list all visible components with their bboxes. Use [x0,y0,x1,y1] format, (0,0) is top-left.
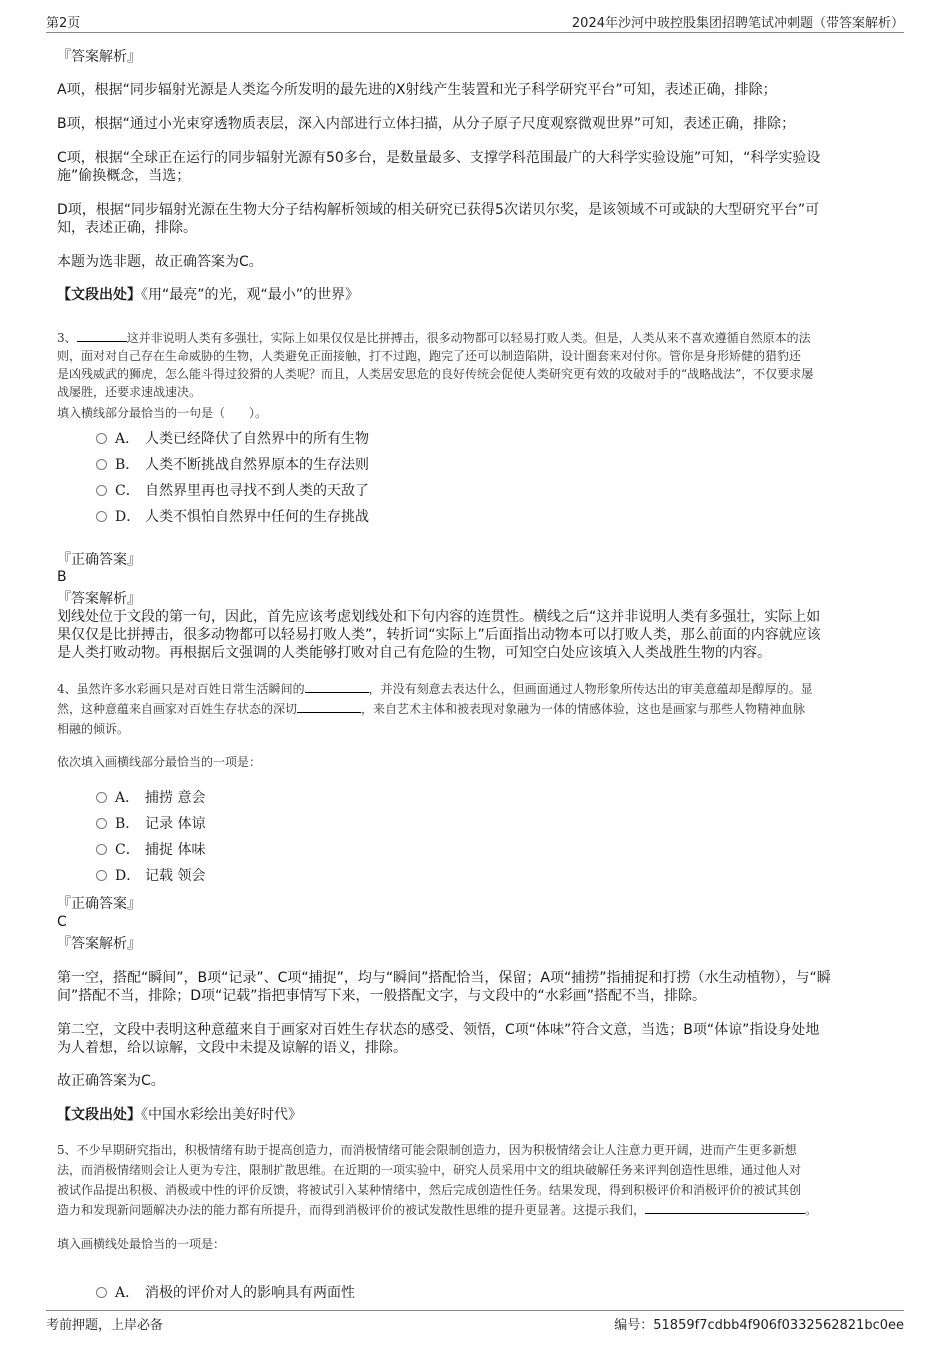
page-footer [46,1314,904,1332]
q4-stem-line1: 4、虽然许多水彩画只是对百姓日常生活瞬间的 ，并没有刻意去表达什么，但画面通过人物形象所传达出的审美意蕴却是醇厚的。显 [57,682,813,696]
q2-analysis-a: A项，根据“同步辐射光源是人类迄今所发明的最先进的X射线产生装置和光子科学研究平台”可知，表述正确，排除； [57,82,777,98]
q5-stem-line2: 法，而消极情绪则会让人更为专注，限制扩散思维。在近期的一项实验中，研究人员采用中文的组块破解任务来评判创造性思维，通过他人对 [57,1163,802,1177]
q3-option-d[interactable]: D． 人类不惧怕自然界中任何的生存挑战 [96,507,369,527]
q2-analysis-c-line2: 施”偷换概念，当选； [57,168,191,184]
q4-blank-1 [305,680,369,693]
document-code: 编号：51859f7cdbb4f906f0332562821bc0ee [614,1318,904,1333]
q2-source-title: 《用“最亮”的光，观“最小”的世界》 [141,287,360,303]
radio-icon[interactable] [96,511,107,522]
radio-icon[interactable] [96,1287,107,1298]
q3-analysis-line2: 果仅仅是比拼搏击，很多动物都可以轻易打败人类”，转折词“实际上”后面指出动物本可以打败人类，那么前面的内容就应该 [57,627,821,643]
q3-analysis-label: 『答案解析』 [57,591,141,607]
q4-source-label: 【文段出处】 [57,1107,141,1123]
q5-prompt: 填入画横线处最恰当的一项是： [57,1237,226,1251]
q4-blank-2 [297,700,361,713]
q3-blank [77,329,127,342]
q3-answer: B [57,569,67,585]
radio-icon[interactable] [96,844,107,855]
q4-conclusion: 故正确答案为C。 [57,1073,165,1089]
header-divider [46,32,904,33]
radio-icon[interactable] [96,818,107,829]
q4-analysis-p1-line1: 第一空，搭配“瞬间”，B项“记录”、C项“捕捉”，均与“瞬间”搭配恰当，保留；A项“捕捞”指捕捉和打捞（水生动植物），与“瞬 [57,970,831,986]
q4-analysis-p2-line2: 为人着想，给以谅解，文段中未提及谅解的语义，排除。 [57,1040,407,1056]
page-number: 第2页 [46,16,81,31]
q5-blank [645,1201,805,1214]
q2-analysis-label: 『答案解析』 [57,49,141,65]
radio-icon[interactable] [96,459,107,470]
q3-option-b[interactable]: B． 人类不断挑战自然界原本的生存法则 [96,455,369,475]
q2-analysis-b: B项，根据“通过小光束穿透物质表层，深入内部进行立体扫描，从分子原子尺度观察微观世界”可知，表述正确，排除； [57,116,796,132]
q4-analysis-p1-line2: 间”搭配不当，排除；D项“记载”指把事情写下来，一般搭配文字，与文段中的“水彩画”搭配不当，排除。 [57,988,707,1004]
radio-icon[interactable] [96,870,107,881]
footer-divider [46,1310,904,1311]
q3-number: 3、 [57,331,77,345]
radio-icon[interactable] [96,792,107,803]
q3-option-c[interactable]: C． 自然界里再也寻找不到人类的天敌了 [96,481,369,501]
q3-analysis-line1: 划线处位于文段的第一句，因此，首先应该考虑划线处和下句内容的连贯性。横线之后“这并非说明人类有多强壮，实际上如 [57,609,821,625]
q3-prompt: 填入横线部分最恰当的一句是（ ）。 [57,406,268,420]
q2-source-label: 【文段出处】 [57,287,141,303]
q3-option-a[interactable]: A． 人类已经降伏了自然界中的所有生物 [96,429,369,449]
q4-source [57,1106,893,1124]
q4-source-title: 《中国水彩绘出美好时代》 [141,1107,302,1123]
radio-icon[interactable] [96,485,107,496]
footer-slogan: 考前押题，上岸必备 [46,1318,164,1333]
q3-stem-line4: 战屡胜，还要求速战速决。 [57,385,202,399]
q3-stem-line3: 是凶残威武的狮虎，怎么能斗得过狡猾的人类呢？而且，人类居安思危的良好传统会促使人类研究更有效的攻破对手的“战略战法”，不仅要求屡 [57,367,814,381]
q4-stem-line3: 相融的倾诉。 [57,722,130,736]
q5-stem-line3: 被试作品提出积极、消极或中性的评价反馈，将被试引入某种情绪中，然后完成创造性任务。结果发现，得到积极评价和消极评价的被试其创 [57,1183,802,1197]
q5-stem-line1: 5、不少早期研究指出，积极情绪有助于提高创造力，而消极情绪可能会限制创造力，因为积极情绪会让人注意力更开阔，进而产生更多新想 [57,1143,797,1157]
q3-analysis-line3: 是人类打败动物。再根据后文强调的人类能够打败对自己有危险的生物，可知空白处应该填入人类战胜生物的内容。 [57,645,771,661]
q2-source [57,286,893,304]
q4-option-d[interactable]: D． 记载 领会 [96,866,205,886]
q2-analysis-d-line1: D项，根据“同步辐射光源在生物大分子结构解析领域的相关研究已获得5次诺贝尔奖，是该领域不可或缺的大型研究平台”可 [57,202,820,218]
q3-answer-label: 『正确答案』 [57,552,141,568]
q4-answer: C [57,914,67,930]
q3-stem-line2: 则，面对对自己存在生命威胁的生物，人类避免正面接触，打不过跑，跑完了还可以制造陷阱，设计圈套来对付你。管你是身形矫健的猎豹还 [57,349,802,363]
page-header [46,12,904,30]
q3-stem-text1: 这并非说明人类有多强壮，实际上如果仅仅是比拼搏击，很多动物都可以轻易打败人类。但是，人类从来不喜欢遵循自然原本的法 [126,331,811,345]
q4-analysis-p2-line1: 第二空，文段中表明这种意蕴来自于画家对百姓生存状态的感受、领悟，C项“体味”符合文意，当选；B项“体谅”指设身处地 [57,1022,820,1038]
q5-stem-line4: 造力和发现新问题解决办法的能力都有所提升，而得到消极评价的被试发散性思维的提升更显著。这提示我们， 。 [57,1203,818,1217]
document-title: 2024年沙河中玻控股集团招聘笔试冲刺题（带答案解析） [571,16,904,31]
q4-option-a[interactable]: A． 捕捞 意会 [96,788,205,808]
q3-stem-line1 [57,329,897,347]
q4-option-c[interactable]: C． 捕捉 体味 [96,840,205,860]
q5-option-a[interactable]: A． 消极的评价对人的影响具有两面性 [96,1283,355,1303]
q2-conclusion: 本题为选非题，故正确答案为C。 [57,254,263,270]
q4-stem-line2: 然，这种意蕴来自画家对百姓生存状态的深切 ，来自艺术主体和被表现对象融为一体的情感体验，这也是画家与那些人物精神血脉 [57,702,806,716]
q4-prompt: 依次填入画横线部分最恰当的一项是： [57,755,262,769]
q2-analysis-d-line2: 知，表述正确，排除。 [57,220,197,236]
q2-analysis-c-line1: C项，根据“全球正在运行的同步辐射光源有50多台，是数量最多、支撑学科范围最广的大科学实验设施”可知，“科学实验设 [57,150,821,166]
q4-option-b[interactable]: B． 记录 体谅 [96,814,205,834]
q4-analysis-label: 『答案解析』 [57,936,141,952]
radio-icon[interactable] [96,433,107,444]
q4-answer-label: 『正确答案』 [57,896,141,912]
